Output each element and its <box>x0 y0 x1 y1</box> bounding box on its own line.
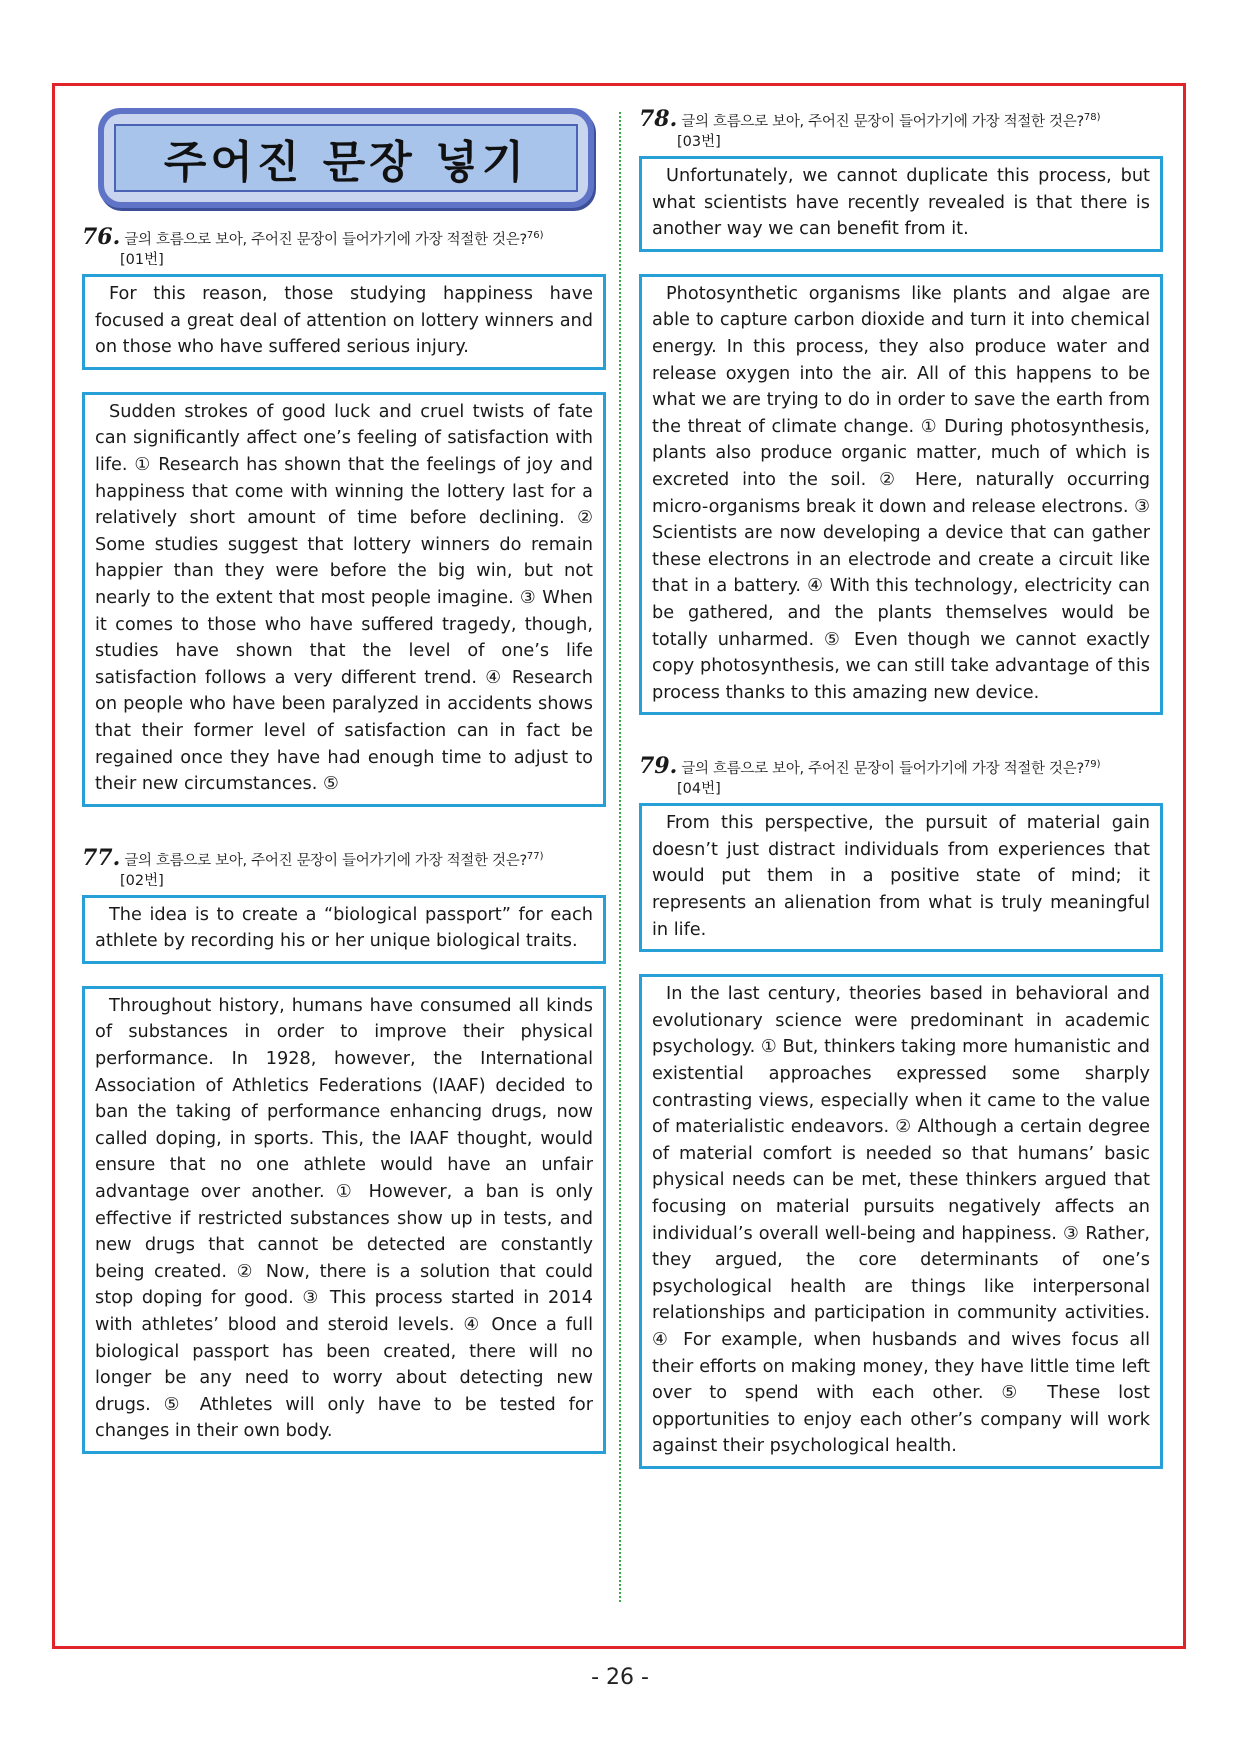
question-76-header <box>82 226 606 270</box>
question-number: 79. <box>639 753 678 780</box>
left-column <box>82 108 606 1454</box>
question-77-given-sentence: The idea is to create a “biological passport” for each athlete by recording his or her unique biological traits. <box>82 895 606 964</box>
footnote-ref: 78) <box>1083 112 1101 123</box>
question-prompt: 글의 흐름으로 보아, 주어진 문장이 들어가기에 가장 적절한 것은? <box>124 852 527 869</box>
question-prompt: 글의 흐름으로 보아, 주어진 문장이 들어가기에 가장 적절한 것은? <box>681 114 1084 130</box>
footnote-ref: 79) <box>1083 759 1101 771</box>
page-number: - 26 - <box>591 1665 649 1690</box>
question-source: [02번] <box>120 872 164 889</box>
question-number: 76. <box>82 224 121 250</box>
section-banner <box>98 108 594 208</box>
question-76-given-sentence: For this reason, those studying happiness have focused a great deal of attention on lottery winners and on those who have suffered serious injury. <box>82 274 606 370</box>
question-76-passage: Sudden strokes of good luck and cruel twists of fate can significantly affect one’s feeling of satisfaction with life. ① Research has shown that the feelings of joy and happiness that come with winning the lottery last for a relatively short amount of time before declining. ② Some studies suggest that lottery winners do remain happier than they were before the big win, but not nearly to the extent that most people imagine. ③ When it comes to those who have suffered tragedy, though, studies have shown that the level of one’s life satisfaction follows a very different trend. ④ Research on people who have been paralyzed in accidents shows that their former level of satisfaction can in fact be regained once they have had enough time to adjust to their new circumstances. ⑤ <box>82 392 606 807</box>
question-79-given-sentence: From this perspective, the pursuit of material gain doesn’t just distract individuals from experiences that would put them in a positive state of mind; it represents an alienation from what is truly meaningful in life. <box>639 803 1163 952</box>
question-source: [04번] <box>677 781 721 798</box>
question-79-header <box>639 755 1163 799</box>
question-77-passage: Throughout history, humans have consumed all kinds of substances in order to improve their physical performance. In 1928, however, the International Association of Athletics Federations (IAAF) decided to ban the taking of performance enhancing drugs, now called doping, in sports. This, the IAAF thought, would ensure that no one athlete would have an unfair advantage over another. ① However, a ban is only effective if restricted substances show up in tests, and new drugs that cannot be detected are constantly being created. ② Now, there is a solution that could stop doping for good. ③ This process started in 2014 with athletes’ blood and steroid levels. ④ Once a full biological passport has been created, there will no longer be any need to worry about detecting new drugs. ⑤ Athletes will only have to be tested for changes in their own body. <box>82 986 606 1454</box>
right-column <box>639 108 1163 1469</box>
question-77-header <box>82 844 606 891</box>
section-title: 주어진 문장 넣기 <box>114 124 578 192</box>
question-78-passage: Photosynthetic organisms like plants and algae are able to capture carbon dioxide and turn it into chemical energy. In this process, they also produce water and release oxygen into the air. All of this happens to be what we are trying to do in order to save the earth from the threat of climate change. ① During photosynthesis, plants also produce organic matter, much of which is excreted into the soil. ② Here, naturally occurring micro-organisms break it down and release electrons. ③ Scientists are now developing a device that can gather these electrons in an electrode and create a circuit like that in a battery. ④ With this technology, electricity can be gathered, and the plants themselves would be totally unharmed. ⑤ Even though we cannot exactly copy photosynthesis, we can still take advantage of this process thanks to this amazing new device. <box>639 274 1163 716</box>
question-number: 78. <box>639 106 678 132</box>
question-prompt: 글의 흐름으로 보아, 주어진 문장이 들어가기에 가장 적절한 것은? <box>681 761 1084 778</box>
column-divider <box>619 112 621 1602</box>
question-78-header <box>639 108 1163 152</box>
question-source: [03번] <box>677 134 721 150</box>
question-79-passage: In the last century, theories based in behavioral and evolutionary science were predominant in academic psychology. ① But, thinkers taking more humanistic and existential approaches expressed some sharply contrasting views, especially when it came to the value of materialistic endeavors. ② Although a certain degree of material comfort is needed so that humans’ basic physical needs can be met, these thinkers argued that focusing on material pursuits negatively affects an individual’s overall well-being and happiness. ③ Rather, they argued, the core determinants of one’s psychological health are things like interpersonal relationships and participation in community activities. ④ For example, when husbands and wives focus all their efforts on making money, they have little time left over to spend with each other. ⑤ These lost opportunities to enjoy each other’s company will work against their psychological health. <box>639 974 1163 1469</box>
question-78-given-sentence: Unfortunately, we cannot duplicate this process, but what scientists have recently revealed is that there is another way we can benefit from it. <box>639 156 1163 252</box>
footnote-ref: 76) <box>526 230 544 241</box>
footnote-ref: 77) <box>526 850 544 862</box>
question-number: 77. <box>82 844 121 871</box>
question-prompt: 글의 흐름으로 보아, 주어진 문장이 들어가기에 가장 적절한 것은? <box>124 232 527 248</box>
question-source: [01번] <box>120 252 164 268</box>
